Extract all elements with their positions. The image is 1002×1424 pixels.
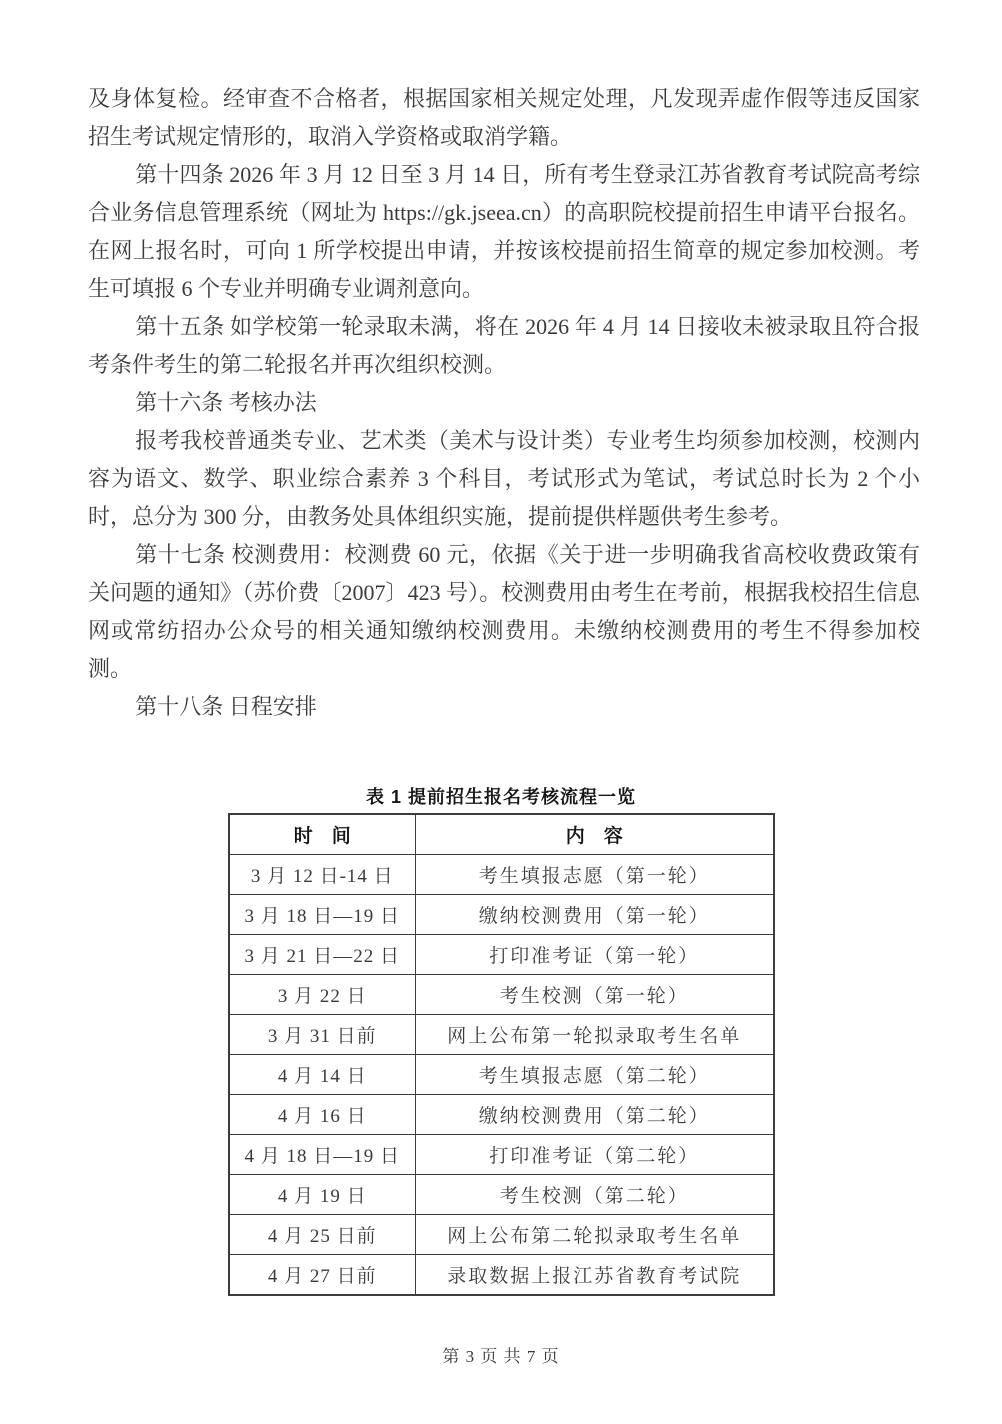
schedule-table [228,813,775,1296]
table-row [229,1055,774,1095]
time-cell: 4 月 27 日前 [229,1255,415,1296]
body-paragraph: 第十六条 考核办法 [135,390,317,415]
table-row [229,1215,774,1255]
time-cell: 3 月 31 日前 [229,1015,415,1055]
table-header-time: 时 间 [229,814,415,855]
body-paragraph: 报考我校普通类专业、艺术类（美术与设计类）专业考生均须参加校测，校测内容为语文、数学、职业综合素养 3 个科目，考试形式为笔试，考试总时长为 2 个小时，总分为 300 分，由教务处具体组织实施，提前提供样题供考生参考。 [88,428,920,529]
table-row [229,1015,774,1055]
table-header-row [229,814,774,855]
table-row [229,1175,774,1215]
content-cell: 网上公布第二轮拟录取考生名单 [415,1215,774,1255]
time-cell: 3 月 18 日—19 日 [229,895,415,935]
table-caption: 表 1 提前招生报名考核流程一览 [365,787,636,807]
table-row [229,1135,774,1175]
table-row [229,1255,774,1296]
table-header-content: 内 容 [415,814,774,855]
body-paragraph: 第十五条 如学校第一轮录取未满，将在 2026 年 4 月 14 日接收未被录取且符合报考条件考生的第二轮报名并再次组织校测。 [88,314,920,377]
body-text-block [88,80,920,726]
page-footer [0,1342,1002,1367]
content-cell: 缴纳校测费用（第二轮） [415,1095,774,1135]
content-cell: 考生校测（第一轮） [415,975,774,1015]
table-row [229,1095,774,1135]
time-cell: 3 月 21 日—22 日 [229,935,415,975]
body-paragraph: 第十七条 校测费用：校测费 60 元，依据《关于进一步明确我省高校收费政策有关问题的通知》（苏价费〔2007〕423 号）。校测费用由考生在考前，根据我校招生信息网或常纺招办公众号的相关通知缴纳校测费用。未缴纳校测费用的考生不得参加校测。 [88,542,920,681]
time-cell: 4 月 16 日 [229,1095,415,1135]
body-paragraph: 第十八条 日程安排 [135,694,317,719]
content-cell: 打印准考证（第二轮） [415,1135,774,1175]
content-cell: 考生填报志愿（第二轮） [415,1055,774,1095]
table-row [229,935,774,975]
content-cell: 录取数据上报江苏省教育考试院 [415,1255,774,1296]
table-row [229,975,774,1015]
content-cell: 考生校测（第二轮） [415,1175,774,1215]
content-cell: 网上公布第一轮拟录取考生名单 [415,1015,774,1055]
table-row [229,855,774,895]
body-paragraph: 及身体复检。经审查不合格者，根据国家相关规定处理，凡发现弄虚作假等违反国家招生考试规定情形的，取消入学资格或取消学籍。 [88,86,920,149]
content-cell: 缴纳校测费用（第一轮） [415,895,774,935]
time-cell: 3 月 12 日-14 日 [229,855,415,895]
page-number: 第 3 页 共 7 页 [442,1347,560,1366]
time-cell: 4 月 25 日前 [229,1215,415,1255]
time-cell: 4 月 18 日—19 日 [229,1135,415,1175]
time-cell: 4 月 14 日 [229,1055,415,1095]
time-cell: 3 月 22 日 [229,975,415,1015]
table-row [229,895,774,935]
content-cell: 考生填报志愿（第一轮） [415,855,774,895]
body-paragraph: 第十四条 2026 年 3 月 12 日至 3 月 14 日，所有考生登录江苏省教育考试院高考综合业务信息管理系统（网址为 https://gk.jseea.cn）的高职院校提前招生申请平台报名。在网上报名时，可向 1 所学校提出申请，并按该校提前招生简章的规定参加校测。考生可填报 6 个专业并明确专业调剂意向。 [88,162,920,301]
time-cell: 4 月 19 日 [229,1175,415,1215]
content-cell: 打印准考证（第一轮） [415,935,774,975]
